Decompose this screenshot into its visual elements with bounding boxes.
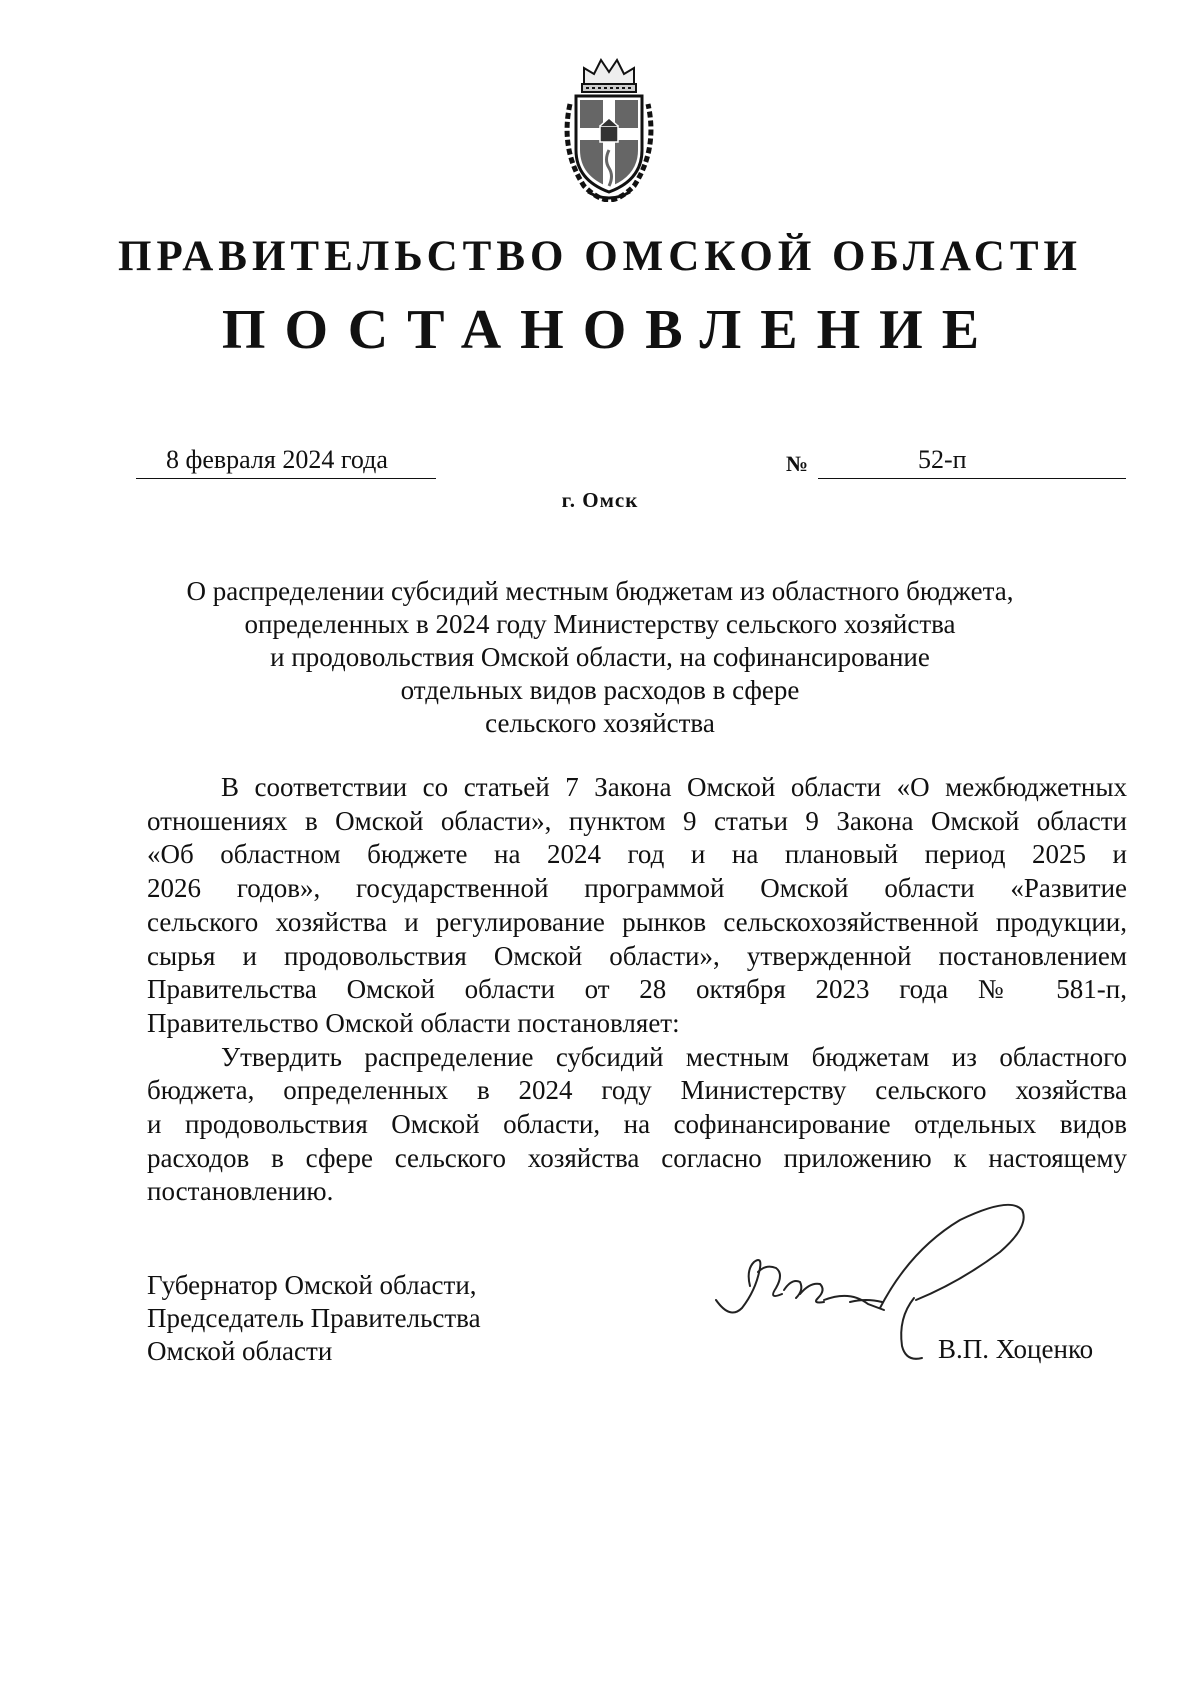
body-line: расходов в сфере сельского хозяйства согласно приложению к настоящему [147,1142,1127,1173]
body-line: 2026 годов», государственной программой Омской области «Развитие [147,873,1127,904]
subject-line: отдельных видов расходов в сфере [400,675,800,705]
body-line: Утвердить распределение субсидий местным бюджетам из областного [221,1041,1127,1072]
document-date: 8 февраля 2024 года [136,445,436,479]
body-line: сельского хозяйства и регулирование рынков сельскохозяйственной продукции, [147,906,1127,937]
position-line: Омской области [147,1336,333,1366]
body-line: сырья и продовольствия Омской области», утвержденной постановлением [147,940,1127,971]
body-line: В соответствии со статьей 7 Закона Омской области «О межбюджетных [221,772,1127,802]
position-line: Председатель Правительства [147,1303,481,1333]
subject-line: и продовольствия Омской области, на софинансирование [270,642,930,672]
subject-line: сельского хозяйства [485,708,715,738]
city: г. Омск [561,488,639,512]
body-line: Правительства Омской области от 28 октября 2023 года № 581-п, [147,974,1127,1005]
subject-line: определенных в 2024 году Министерству сельского хозяйства [244,609,956,639]
document-subject [150,575,1050,740]
government-title: ПРАВИТЕЛЬСТВО ОМСКОЙ ОБЛАСТИ [118,233,1082,280]
body-line: бюджета, определенных в 2024 году Министерству сельского хозяйства [147,1075,1127,1106]
document-body [147,771,1127,1209]
body-line: и продовольствия Омской области, на софинансирование отдельных видов [147,1109,1127,1140]
signatory-position [147,1269,481,1368]
coat-of-arms-icon [556,54,662,202]
body-line: «Об областном бюджете на 2024 год и на плановый период 2025 и [147,839,1127,870]
subject-line: О распределении субсидий местным бюджетам из областного бюджета, [186,576,1014,606]
number-sign: № [786,451,809,476]
document-number: 52-п [818,445,1126,479]
signatory-name: В.П. Хоценко [938,1334,1094,1364]
position-line: Губернатор Омской области, [147,1270,477,1300]
document-type-title: ПОСТАНОВЛЕНИЕ [221,299,999,361]
body-line: отношениях в Омской области», пунктом 9 статьи 9 Закона Омской области [147,805,1127,836]
body-line: постановлению. [147,1176,334,1207]
body-line: Правительство Омской области постановляет: [147,1007,680,1038]
